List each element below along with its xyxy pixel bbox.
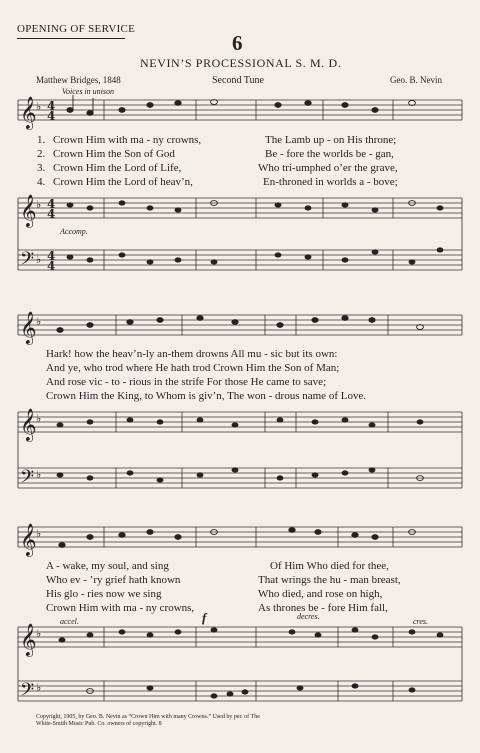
lyric-line: En-throned in worlds a - bove; <box>263 176 398 188</box>
svg-text:♭: ♭ <box>36 100 42 113</box>
lyric-line: Crown Him the Son of God <box>53 148 175 160</box>
hymn-composer: Geo. B. Nevin <box>390 75 442 85</box>
voices-marking: Voices in unison <box>62 87 114 96</box>
decres-marking: decres. <box>297 612 320 621</box>
lyric-line: Be - fore the worlds be - gan, <box>265 148 394 160</box>
accomp-bass-staff-3 <box>18 627 462 701</box>
lyric-line: And ye, who trod where He hath trod Crown Him the Son of Man; <box>46 362 340 374</box>
lyric-line: Who ev - ’ry grief hath known <box>46 574 181 586</box>
svg-text:♭: ♭ <box>36 627 42 640</box>
svg-text:4: 4 <box>47 259 56 273</box>
lyric-line: And rose vic - to - rious in the strife For those He came to save; <box>46 376 327 388</box>
svg-text:♭: ♭ <box>36 315 42 328</box>
verse-number: 3. <box>37 162 46 174</box>
copyright-notice: Copyright, 1905, by Geo. B. Nevin as “Crown Him with many Crowns.” Used by per. of The White-Smith Music Pub. Co. owners of copyright. 8 <box>36 714 260 727</box>
treble-clef-icon: 𝄞 <box>20 194 37 227</box>
section-heading: OPENING OF SERVICE <box>17 23 136 35</box>
lyric-line: As thrones be - fore Him fall, <box>258 602 388 614</box>
treble-clef-icon: 𝄞 <box>20 623 37 656</box>
lyric-line: Crown Him the Lord of heav’n, <box>53 176 193 188</box>
svg-text:4: 4 <box>47 249 56 263</box>
accomp-treble-staff-3 <box>18 627 462 701</box>
svg-text:4: 4 <box>47 207 56 221</box>
svg-text:♭: ♭ <box>36 468 42 481</box>
treble-clef-icon: 𝄞 <box>20 523 37 556</box>
lyric-line: Who died, and rose on high, <box>258 588 383 600</box>
hymn-title: NEVIN’S PROCESSIONAL S. M. D. <box>140 56 342 70</box>
svg-text:♭: ♭ <box>36 527 42 540</box>
lyric-line: His glo - ries now we sing <box>46 588 162 600</box>
cres-marking: cres. <box>413 617 429 626</box>
svg-text:4: 4 <box>47 109 56 123</box>
lyric-line: Crown Him with ma - ny crowns, <box>46 602 195 614</box>
verse-number: 4. <box>37 176 46 188</box>
bass-clef-icon: 𝄢 <box>20 249 35 274</box>
bass-clef-icon: 𝄢 <box>20 680 35 705</box>
treble-clef-icon: 𝄞 <box>20 311 37 344</box>
melody-staff-3 <box>18 527 462 547</box>
svg-text:♭: ♭ <box>36 412 42 425</box>
melody-staff-1 <box>18 100 462 120</box>
lyric-line: Crown Him with ma - ny crowns, <box>53 134 202 146</box>
lyric-line: Crown Him the Lord of Life, <box>53 162 182 174</box>
hymn-author: Matthew Bridges, 1848 <box>36 75 121 85</box>
forte-marking: f <box>202 610 207 625</box>
accomp-treble-staff-2 <box>18 412 462 488</box>
verse-number: 1. <box>37 134 46 146</box>
accel-marking: accel. <box>60 617 79 626</box>
svg-text:4: 4 <box>47 99 56 113</box>
bass-clef-icon: 𝄢 <box>20 467 35 492</box>
lyric-line: Who tri-umphed o’er the grave, <box>258 162 398 174</box>
treble-clef-icon: 𝄞 <box>20 96 37 129</box>
lyric-line: A - wake, my soul, and sing <box>46 560 169 572</box>
melody-staff-2 <box>18 315 462 335</box>
lyric-line: Hark! how the heav’n-ly an-them drowns All mu - sic but its own: <box>46 348 338 360</box>
svg-text:♭: ♭ <box>36 253 42 266</box>
lyric-line: Of Him Who died for thee, <box>270 560 389 572</box>
accomp-bass-staff-2 <box>18 412 462 488</box>
page-number: 6 <box>232 31 243 55</box>
tune-name: Second Tune <box>212 75 264 86</box>
svg-text:♭: ♭ <box>36 681 42 694</box>
lyric-line: That wrings the hu - man breast, <box>258 574 401 586</box>
svg-text:♭: ♭ <box>36 198 42 211</box>
lyric-line: Crown Him the King, to Whom is giv’n, The won - drous name of Love. <box>46 390 367 402</box>
verse-number: 2. <box>37 148 46 160</box>
accomp-marking: Accomp. <box>60 227 88 236</box>
lyric-line: The Lamb up - on His throne; <box>265 134 397 146</box>
svg-text:4: 4 <box>47 197 56 211</box>
treble-clef-icon: 𝄞 <box>20 408 37 441</box>
